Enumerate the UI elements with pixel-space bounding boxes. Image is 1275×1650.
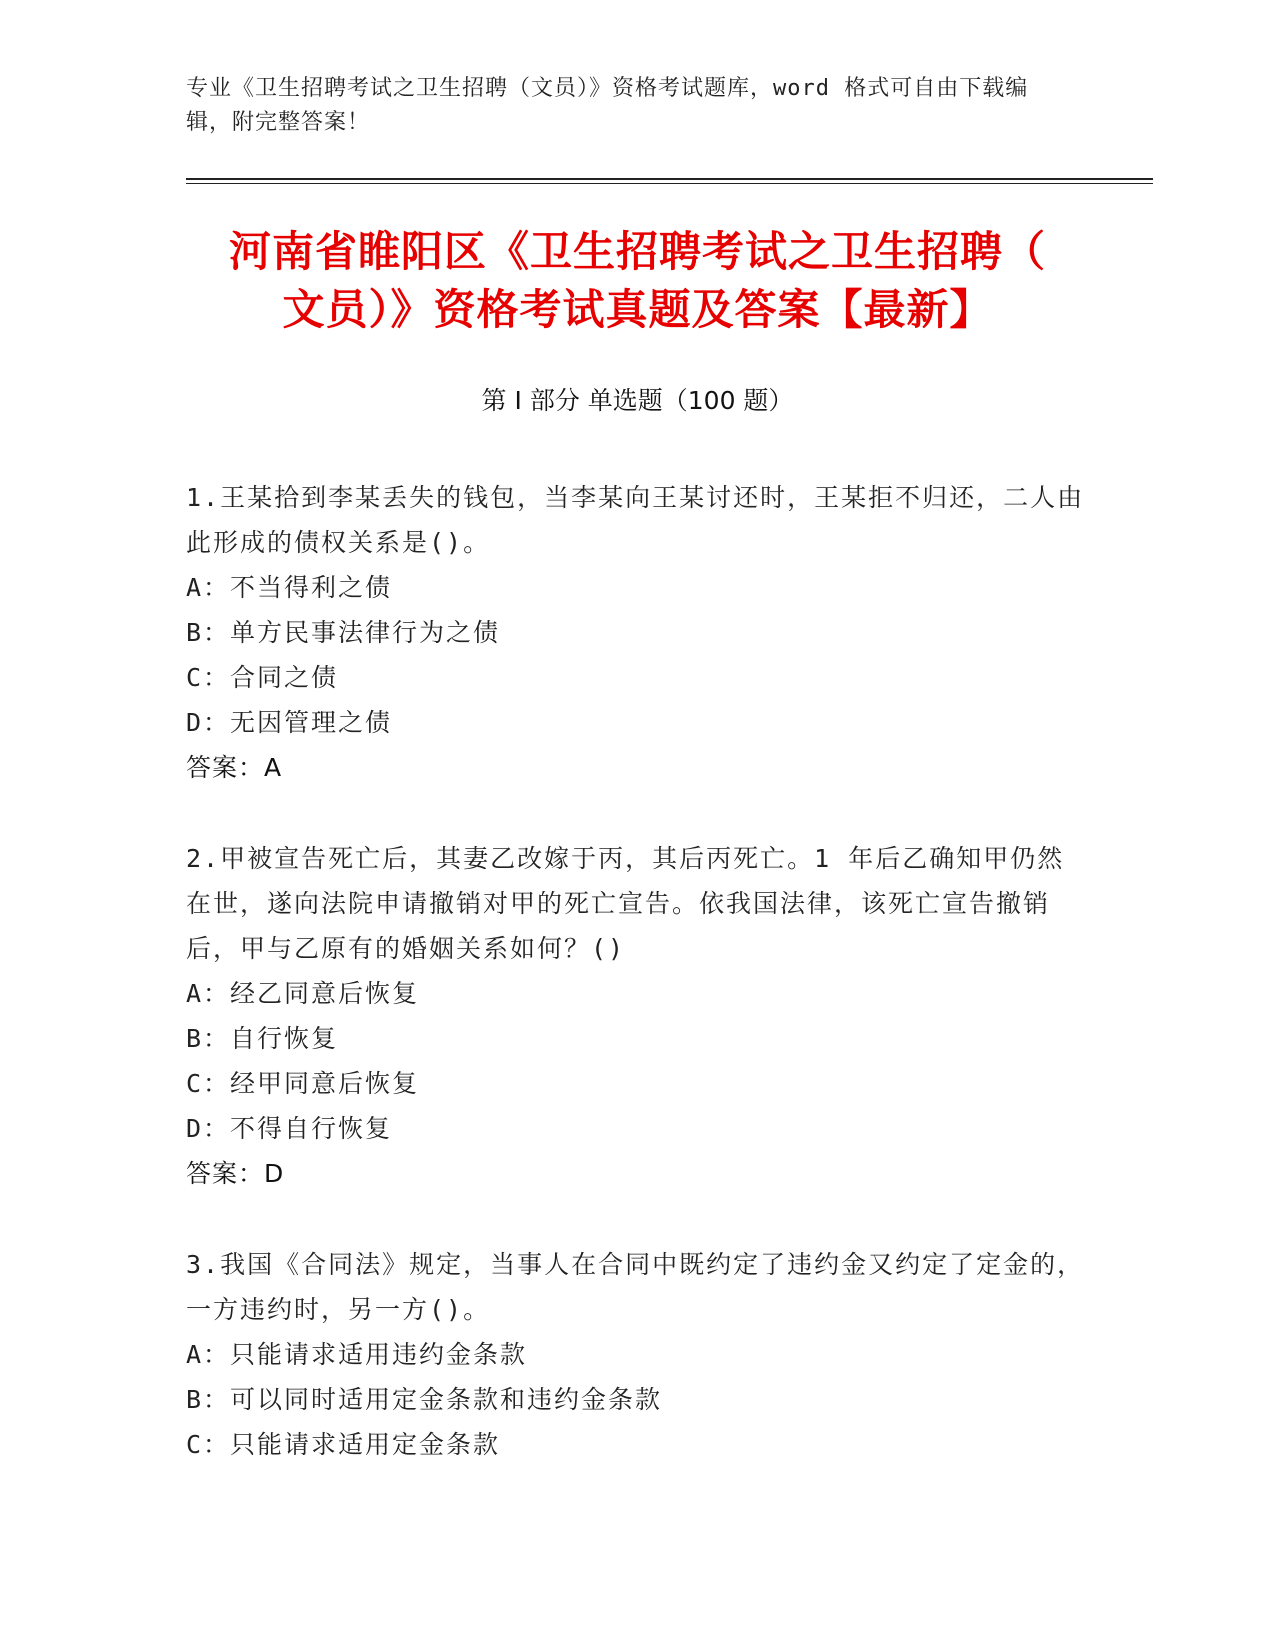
option-c: C：合同之债 (186, 663, 339, 692)
answer: 答案：A (186, 753, 283, 782)
option-b: B：可以同时适用定金条款和违约金条款 (186, 1385, 663, 1414)
option-d: D：无因管理之债 (186, 708, 393, 737)
header-note: 专业《卫生招聘考试之卫生招聘（文员）》资格考试题库，word 格式可自由下载编辑，附完整答案！ (186, 76, 1029, 135)
question-3 (186, 1242, 1091, 1467)
question-2 (186, 836, 1091, 1196)
option-a: A：只能请求适用违约金条款 (186, 1340, 528, 1369)
section-title: 第 I 部分 单选题（100 题） (481, 386, 794, 415)
document-title-line-1: 河南省睢阳区《卫生招聘考试之卫生招聘（ (228, 227, 1046, 276)
option-b: B：自行恢复 (186, 1024, 339, 1053)
question-text: 1.王某拾到李某丢失的钱包，当李某向王某讨还时，王某拒不归还，二人由此形成的债权关系是()。 (186, 483, 1085, 557)
option-b: B：单方民事法律行为之债 (186, 618, 501, 647)
document-title (150, 223, 1125, 339)
option-c: C：只能请求适用定金条款 (186, 1430, 501, 1459)
question-1 (186, 475, 1091, 790)
document-title-line-2: 文员）》资格考试真题及答案【最新】 (282, 285, 993, 334)
question-list (186, 475, 1091, 1513)
option-c: C：经甲同意后恢复 (186, 1069, 420, 1098)
option-a: A：不当得利之债 (186, 573, 393, 602)
option-a: A：经乙同意后恢复 (186, 979, 420, 1008)
answer: 答案：D (186, 1159, 285, 1188)
option-d: D：不得自行恢复 (186, 1114, 393, 1143)
question-text: 2.甲被宣告死亡后，其妻乙改嫁于丙，其后丙死亡。1 年后乙确知甲仍然在世，遂向法院申请撤销对甲的死亡宣告。依我国法律，该死亡宣告撤销后，甲与乙原有的婚姻关系如何？() (186, 844, 1065, 963)
header-divider (186, 178, 1153, 184)
question-text: 3.我国《合同法》规定，当事人在合同中既约定了违约金又约定了定金的，一方违约时，另一方()。 (186, 1250, 1085, 1324)
